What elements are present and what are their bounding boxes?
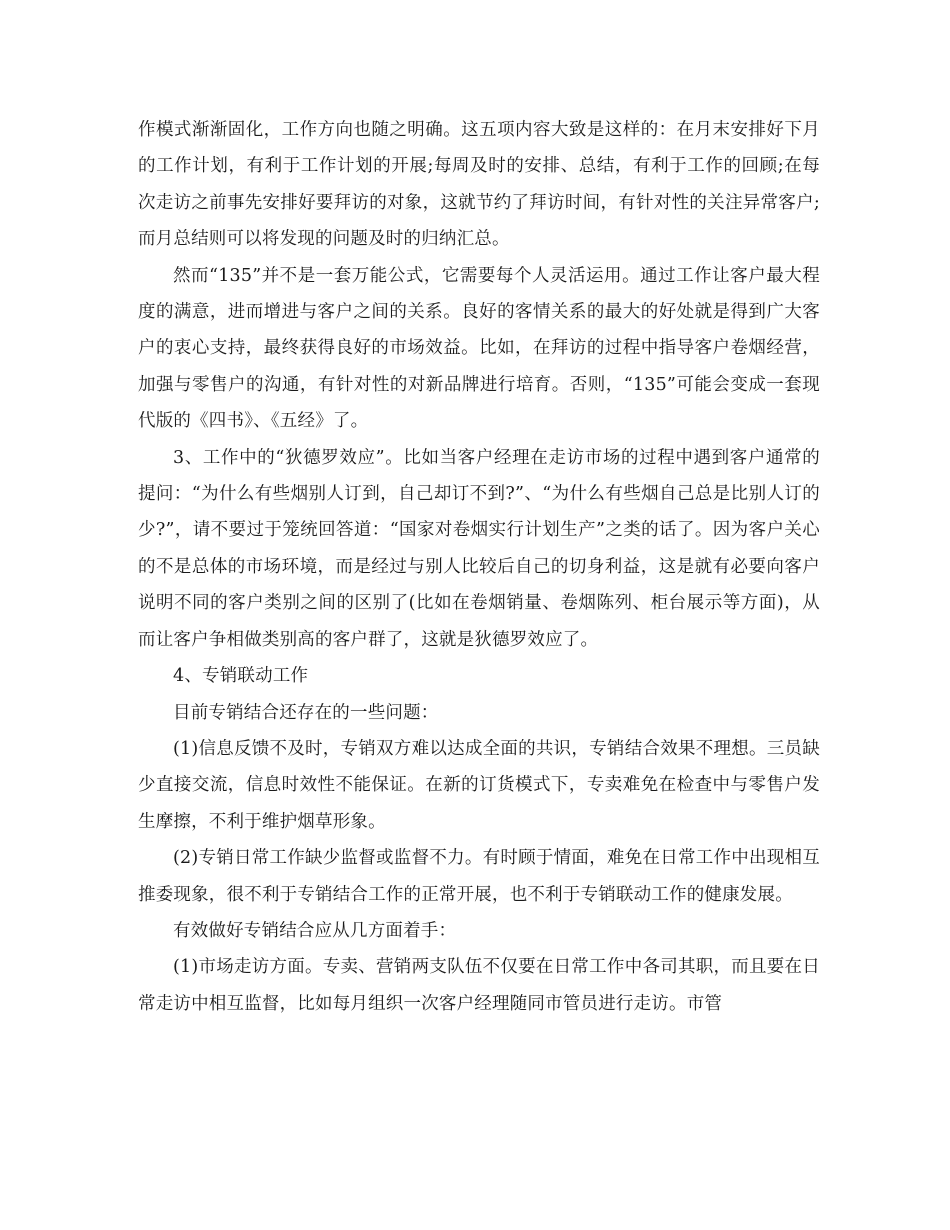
section-heading-4: 4、专销联动工作 [173,666,309,687]
paragraph-2: 然而“135”并不是一套万能公式，它需要每个人灵活运用。通过工作让客户最大程度的满意，进而增进与客户之间的关系。良好的客情关系的最大的好处就是得到广大客户的衷心支持，最终获得良好的市场效益。比如，在拜访的过程中指导客户卷烟经营，加强与零售户的沟通，有针对性的对新品牌进行培育。否则，“135”可能会变成一套现代版的《四书》、《五经》了。 [138,265,820,432]
paragraph-5: 目前专销结合还存在的一些问题： [173,702,439,723]
document-body [138,112,820,1022]
paragraph-9: (1)市场走访方面。专卖、营销两支队伍不仅要在日常工作中各司其职，而且要在日常走访中相互监督，比如每月组织一次客户经理随同市管员进行走访。市管 [138,957,820,1014]
paragraph-6: (1)信息反馈不及时，专销双方难以达成全面的共识，专销结合效果不理想。三员缺少直接交流，信息时效性不能保证。在新的订货模式下，专卖难免在检查中与零售户发生摩擦，不利于维护烟草形象。 [138,738,820,832]
paragraph-1: 作模式渐渐固化，工作方向也随之明确。这五项内容大致是这样的：在月末安排好下月的工作计划，有利于工作计划的开展;每周及时的安排、总结，有利于工作的回顾;在每次走访之前事先安排好要拜访的对象，这就节约了拜访时间，有针对性的关注异常客户;而月总结则可以将发现的问题及时的归纳汇总。 [138,120,820,250]
paragraph-3: 3、工作中的“狄德罗效应”。比如当客户经理在走访市场的过程中遇到客户通常的提问：“为什么有些烟别人订到，自己却订不到?”、“为什么有些烟自己总是比别人订的少?”，请不要过于笼统回答道：“国家对卷烟实行计划生产”之类的话了。因为客户关心的不是总体的市场环境，而是经过与别人比较后自己的切身利益，这是就有必要向客户说明不同的客户类别之间的区别了(比如在卷烟销量、卷烟陈列、柜台展示等方面)，从而让客户争相做类别高的客户群了，这就是狄德罗效应了。 [138,447,820,650]
paragraph-8: 有效做好专销结合应从几方面着手： [173,920,457,941]
paragraph-7: (2)专销日常工作缺少监督或监督不力。有时顾于情面，难免在日常工作中出现相互推委现象，很不利于专销结合工作的正常开展，也不利于专销联动工作的健康发展。 [138,848,820,905]
